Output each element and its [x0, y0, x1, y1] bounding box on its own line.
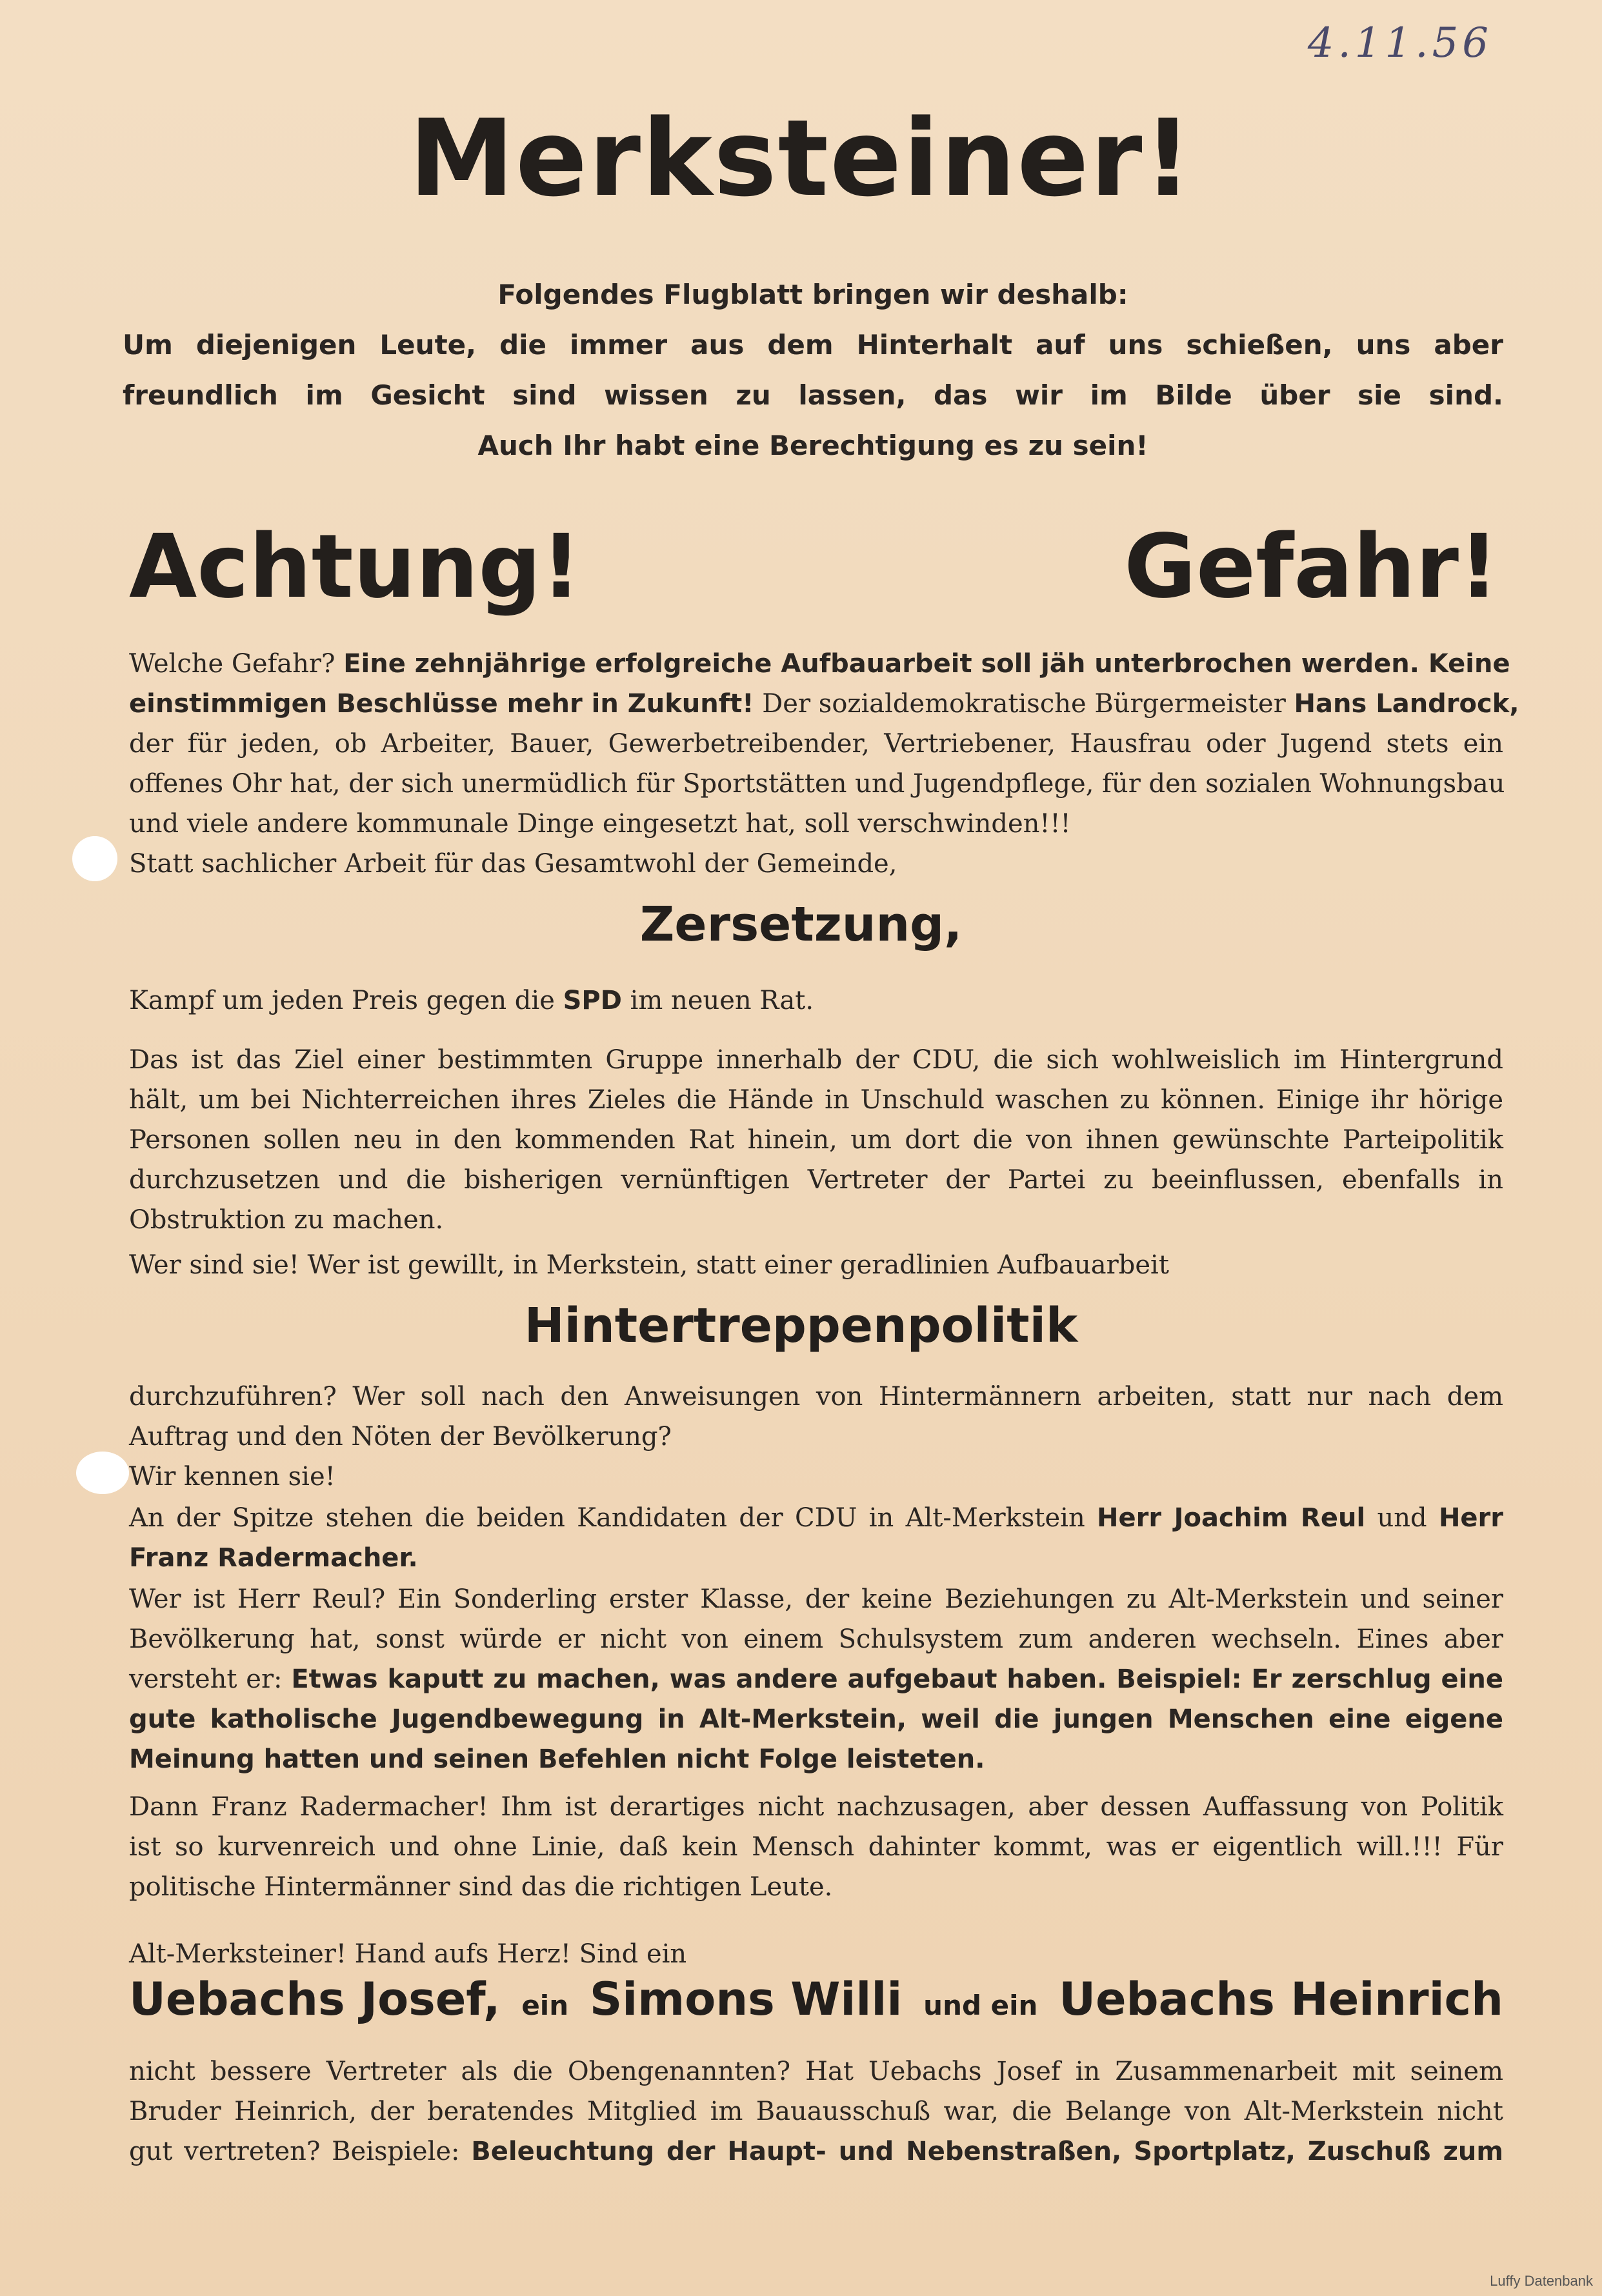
text-line: Bevölkerung hat, sonst würde er nicht von einem Schulsystem zum anderen wechseln. Eines aber — [129, 1624, 1503, 1654]
text-line: hält, um bei Nichterreichen ihres Zieles die Hände in Unschuld waschen zu können. Einige ihr hörige — [129, 1085, 1503, 1115]
heading-hintertreppenpolitik: Hintertreppenpolitik — [524, 1298, 1078, 1353]
heading-zersetzung: Zersetzung, — [639, 897, 963, 952]
text-line: einstimmigen Beschlüsse mehr in Zukunft! Der sozialdemokratische Bürgermeister Hans Landrock, — [129, 689, 1519, 719]
text-line: der für jeden, ob Arbeiter, Bauer, Gewerbetreibender, Vertriebener, Hausfrau oder Jugend stets ein — [129, 729, 1503, 759]
text-line: durchzuführen? Wer soll nach den Anweisungen von Hintermännern arbeiten, statt nur nach dem — [129, 1382, 1503, 1412]
source-credit: Luffy Datenbank — [1490, 2273, 1593, 2289]
banner-gefahr: Gefahr! — [1124, 516, 1499, 618]
text-line: versteht er: Etwas kaputt zu machen, was andere aufgebaut haben. Beispiel: Er zerschlug eine — [129, 1664, 1504, 1694]
intro-line: Auch Ihr habt eine Berechtigung es zu sein! — [477, 430, 1148, 461]
text-line: offenes Ohr hat, der sich unermüdlich für Sportstätten und Jugendpflege, für den sozialen Wohnungsbau — [129, 769, 1505, 799]
paragraph-2 — [129, 981, 1503, 1021]
text-line: Statt sachlicher Arbeit für das Gesamtwohl der Gemeinde, — [129, 849, 897, 879]
text-line: Kampf um jeden Preis gegen die SPD im neuen Rat. — [129, 986, 814, 1015]
text-line: Welche Gefahr? Eine zehnjährige erfolgreiche Aufbauarbeit soll jäh unterbrochen werden. Keine — [129, 649, 1510, 679]
text-line: Auftrag und den Nöten der Bevölkerung? — [129, 1422, 672, 1452]
handwritten-date: 4.11.56 — [1307, 19, 1492, 67]
text-line: Das ist das Ziel einer bestimmten Gruppe innerhalb der CDU, die sich wohlweislich im Hintergrund — [129, 1045, 1503, 1075]
candidate-name: Simons Willi — [589, 1973, 903, 2026]
paragraph-3 — [129, 1040, 1503, 1285]
paragraph-1 — [129, 644, 1519, 884]
punch-hole — [72, 836, 117, 881]
intro-line: Folgendes Flugblatt bringen wir deshalb: — [497, 279, 1128, 310]
text-line: An der Spitze stehen die beiden Kandidaten der CDU in Alt-Merkstein Herr Joachim Reul und Herr — [129, 1503, 1503, 1533]
paragraph-8 — [129, 1934, 1503, 1974]
text-line: Wer ist Herr Reul? Ein Sonderling erster Klasse, der keine Beziehungen zu Alt-Merkstein und seiner — [129, 1584, 1503, 1614]
text-line: Alt-Merksteiner! Hand aufs Herz! Sind ein — [129, 1939, 687, 1969]
paragraph-6 — [129, 1579, 1503, 1779]
intro-line: Um diejenigen Leute, die immer aus dem Hinterhalt auf uns schießen, uns aber — [123, 329, 1503, 361]
page-title: Merksteiner! — [408, 97, 1194, 220]
connector-word: und ein — [923, 1990, 1038, 2021]
text-line: Wer sind sie! Wer ist gewillt, in Merkstein, statt einer geradlinien Aufbauarbeit — [129, 1250, 1169, 1280]
connector-word: ein — [521, 1990, 569, 2021]
text-line: und viele andere kommunale Dinge eingesetzt hat, soll verschwinden!!! — [129, 809, 1071, 839]
intro-line: freundlich im Gesicht sind wissen zu lassen, das wir im Bilde über sie sind. — [123, 379, 1503, 411]
text-line: gut vertreten? Beispiele: Beleuchtung der Haupt- und Nebenstraßen, Sportplatz, Zuschuß zum — [129, 2137, 1504, 2166]
text-line: Personen sollen neu in den kommenden Rat hinein, um dort die von ihnen gewünschte Parteipolitik — [129, 1125, 1503, 1155]
text-line: ist so kurvenreich und ohne Linie, daß kein Mensch dahinter kommt, was er eigentlich will.!!! Für — [129, 1832, 1503, 1862]
candidate-names — [129, 1973, 1503, 2026]
text-line: durchzusetzen und die bisherigen vernünftigen Vertreter der Partei zu beeinflussen, ebenfalls in — [129, 1165, 1503, 1195]
intro-block — [123, 270, 1503, 471]
text-line: Wir kennen sie! — [129, 1462, 335, 1492]
candidate-name: Uebachs Josef, — [129, 1973, 501, 2026]
text-line: Dann Franz Radermacher! Ihm ist derartiges nicht nachzusagen, aber dessen Auffassung von Politik — [129, 1792, 1503, 1822]
text-line: politische Hintermänner sind das die richtigen Leute. — [129, 1872, 833, 1902]
paragraph-9 — [129, 2051, 1503, 2171]
text-line: nicht bessere Vertreter als die Obengenannten? Hat Uebachs Josef in Zusammenarbeit mit seinem — [129, 2057, 1503, 2086]
text-line: Obstruktion zu machen. — [129, 1205, 444, 1235]
text-line: Bruder Heinrich, der beratendes Mitglied im Bauausschuß war, die Belange von Alt-Merkstein nicht — [129, 2097, 1503, 2126]
text-line: Meinung hatten und seinen Befehlen nicht Folge leisteten. — [129, 1744, 985, 1774]
candidate-name: Uebachs Heinrich — [1059, 1973, 1503, 2026]
text-line: gute katholische Jugendbewegung in Alt-Merkstein, weil die jungen Menschen eine eigene — [129, 1704, 1503, 1734]
banner-achtung: Achtung! — [129, 516, 581, 618]
text-line: Franz Radermacher. — [129, 1543, 418, 1573]
paragraph-5 — [129, 1498, 1503, 1578]
punch-hole — [76, 1452, 129, 1494]
paragraph-7 — [129, 1787, 1503, 1907]
paragraph-4 — [129, 1377, 1503, 1497]
